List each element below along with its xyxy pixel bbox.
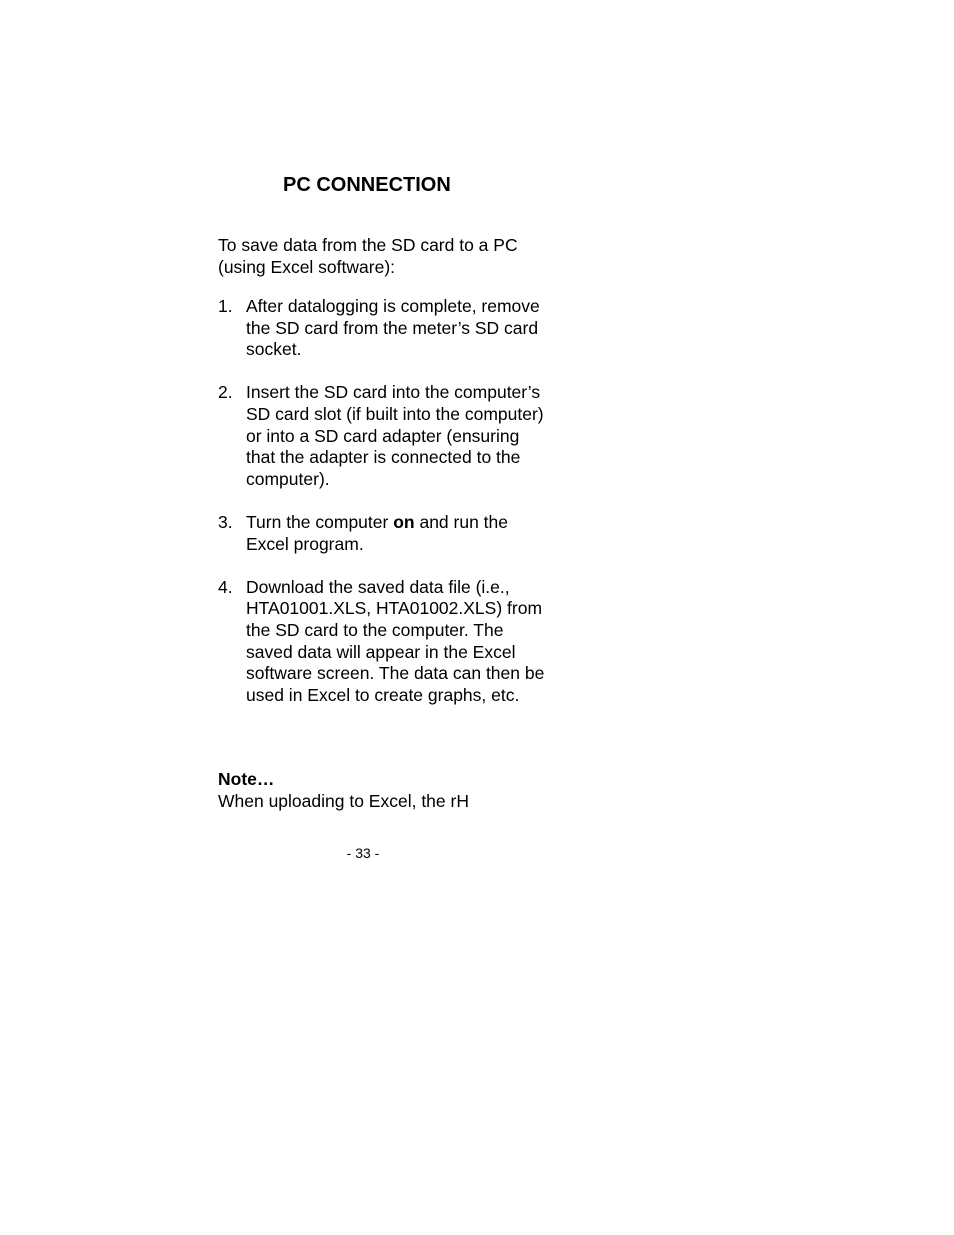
list-item (218, 577, 548, 707)
note-heading: Note… (218, 769, 275, 789)
page-title: PC CONNECTION (283, 174, 451, 196)
step-number: 3. (218, 511, 233, 532)
step-text: Download the saved data file (i.e., HTA01001.XLS, HTA01002.XLS) from the SD card to the computer. The saved data will appear in the Excel software screen. The data can then be used in Excel to create graphs, etc. (246, 576, 545, 705)
step-text-before: Turn the computer (246, 511, 394, 532)
step-number: 2. (218, 382, 233, 403)
list-item (218, 382, 548, 490)
note-block (218, 769, 538, 812)
step-text-after: and run the Excel program. (246, 511, 508, 554)
steps-list (218, 296, 548, 728)
step-number: 1. (218, 296, 233, 316)
page-number: - 33 - (346, 845, 380, 861)
intro-paragraph: To save data from the SD card to a PC (using Excel software): (218, 235, 518, 277)
list-item (218, 296, 548, 361)
note-text: When uploading to Excel, the rH (218, 790, 469, 811)
step-text-emphasis: on (393, 511, 415, 532)
step-text: After datalogging is complete, remove the SD card from the meter’s SD card socket. (246, 296, 540, 360)
step-text: Insert the SD card into the computer’s SD card slot (if built into the computer) or into a SD card adapter (ensuring that the adapter is connected to the computer). (246, 382, 544, 489)
step-number: 4. (218, 576, 233, 597)
list-item (218, 512, 548, 555)
